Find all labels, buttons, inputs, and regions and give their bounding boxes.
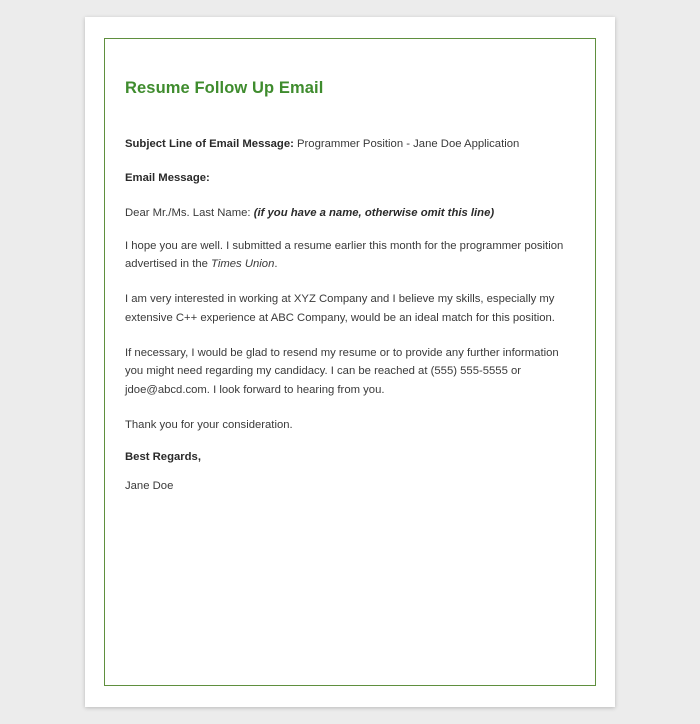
document-content bbox=[125, 79, 577, 492]
salutation-line bbox=[125, 204, 577, 222]
subject-value: Programmer Position - Jane Doe Application bbox=[293, 138, 520, 150]
document-page bbox=[85, 17, 615, 707]
publication-name: Times Union bbox=[211, 258, 275, 271]
paragraph-1-part-2: . bbox=[274, 258, 278, 271]
subject-line bbox=[125, 135, 577, 153]
paragraph-2: I am very interested in working at XYZ Company and I believe my skills, especially my extensive C++ experience at ABC Company, would be an ideal match for this position. bbox=[125, 293, 555, 324]
page-title: Resume Follow Up Email bbox=[125, 79, 324, 97]
salutation-text: Dear Mr./Ms. Last Name: bbox=[125, 206, 254, 219]
paragraph-1 bbox=[125, 237, 577, 274]
sender-name: Jane Doe bbox=[125, 480, 174, 493]
closing-line: Best Regards, bbox=[125, 451, 201, 464]
paragraph-3: If necessary, I would be glad to resend my resume or to provide any further information you might need regarding my candidacy. I can be reached at (555) 555-5555 or jdoe@abcd.com. I look forward to hearing from you. bbox=[125, 347, 559, 396]
email-message-label bbox=[125, 169, 577, 187]
salutation-note: (if you have a name, otherwise omit this line) bbox=[253, 206, 495, 219]
subject-label: Subject Line of Email Message: bbox=[125, 138, 294, 150]
paragraph-1-part-1: I hope you are well. I submitted a resume earlier this month for the programmer position advertised in the bbox=[125, 239, 564, 271]
email-message-label-text: Email Message: bbox=[125, 172, 210, 185]
paragraph-4: Thank you for your consideration. bbox=[125, 418, 293, 431]
